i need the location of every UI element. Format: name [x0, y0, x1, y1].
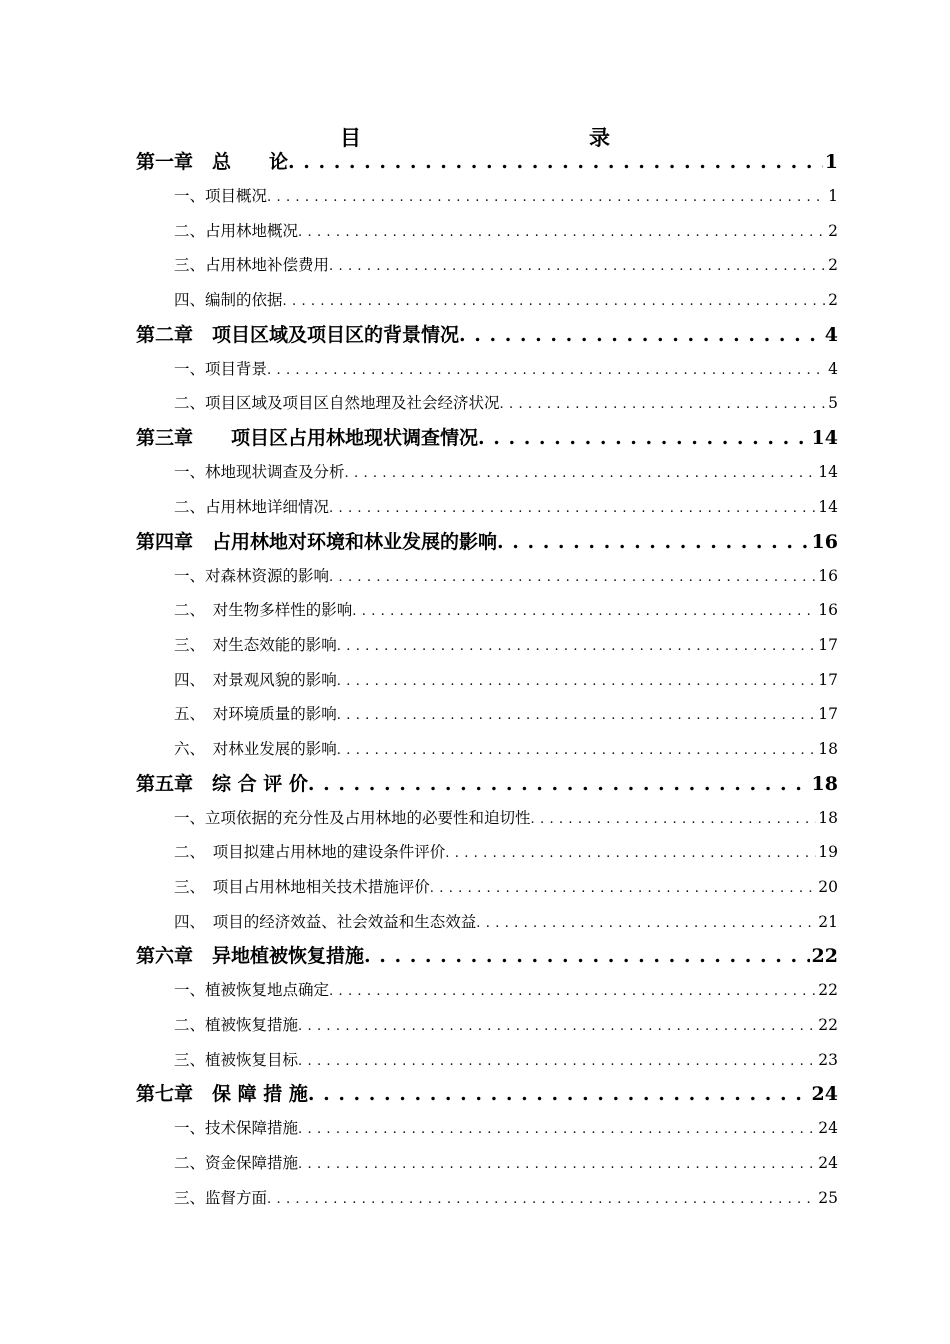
toc-entry-title: 第四章 占用林地对环境和林业发展的影响	[136, 530, 498, 553]
toc-section-entry[interactable]	[136, 1146, 838, 1181]
toc-page-number: 23	[818, 1050, 838, 1069]
toc-section-entry[interactable]	[136, 490, 838, 525]
toc-entry-title: 第二章 项目区域及项目区的背景情况	[136, 323, 460, 346]
dot-leader	[497, 525, 810, 559]
toc-page-number: 18	[818, 739, 838, 758]
toc-chapter-entry[interactable]	[136, 145, 838, 179]
toc-page-number: 4	[828, 359, 838, 378]
toc-section-entry[interactable]	[136, 973, 838, 1008]
dot-leader	[329, 973, 816, 1008]
toc-section-entry[interactable]	[136, 1008, 838, 1043]
toc-entry-title: 四、编制的依据	[174, 291, 283, 310]
dot-leader	[478, 421, 810, 455]
toc-page-number: 4	[824, 323, 838, 346]
dot-leader	[345, 455, 817, 490]
toc-page-number: 2	[828, 291, 838, 310]
toc-page-number: 5	[828, 394, 838, 413]
dot-leader	[267, 1181, 816, 1216]
dot-leader	[308, 1077, 810, 1111]
dot-leader	[329, 490, 816, 525]
toc-page-number: 21	[818, 912, 838, 931]
toc-section-entry[interactable]	[136, 835, 838, 870]
toc-section-entry[interactable]	[136, 214, 838, 249]
toc-page-number: 16	[811, 530, 838, 553]
dot-leader	[459, 318, 823, 352]
toc-entry-title: 四、 对景观风貌的影响	[174, 670, 337, 689]
toc-section-entry[interactable]	[136, 1111, 838, 1146]
toc-entry-title: 第七章 保 障 措 施	[136, 1083, 308, 1106]
toc-entry-title: 第三章 项目区占用林地现状调查情况	[136, 427, 479, 450]
toc-entry-title: 第六章 异地植被恢复措施	[136, 945, 365, 968]
toc-section-entry[interactable]	[136, 1043, 838, 1078]
dot-leader	[298, 1043, 816, 1078]
toc-section-entry[interactable]	[136, 732, 838, 767]
toc-entry-title: 二、资金保障措施	[174, 1154, 299, 1173]
toc-entry-title: 二、项目区域及项目区自然地理及社会经济状况	[174, 394, 500, 413]
dot-leader	[298, 214, 826, 249]
dot-leader	[329, 559, 816, 594]
toc-section-entry[interactable]	[136, 179, 838, 214]
toc-entry-title: 一、立项依据的充分性及占用林地的必要性和迫切性	[174, 808, 531, 827]
dot-leader	[337, 697, 817, 732]
toc-section-entry[interactable]	[136, 559, 838, 594]
toc-entry-title: 三、 对生态效能的影响	[174, 635, 337, 654]
toc-section-entry[interactable]	[136, 386, 838, 421]
toc-page-number: 20	[818, 878, 838, 896]
toc-section-entry[interactable]	[136, 455, 838, 490]
toc-entry-title: 一、对森林资源的影响	[174, 566, 330, 585]
toc-page-number: 25	[818, 1188, 838, 1207]
dot-leader	[283, 283, 827, 318]
toc-section-entry[interactable]	[136, 248, 838, 283]
toc-section-entry[interactable]	[136, 283, 838, 318]
toc-entry-title: 一、林地现状调查及分析	[174, 463, 345, 482]
toc-page-number: 1	[824, 151, 838, 173]
toc-entry-title: 二、 项目拟建占用林地的建设条件评价	[174, 843, 446, 862]
toc-entry-title: 二、占用林地详细情况	[174, 497, 330, 516]
toc-entry-title: 三、占用林地补偿费用	[174, 256, 330, 275]
toc-page-number: 22	[811, 945, 838, 968]
toc-entry-title: 一、项目概况	[174, 187, 268, 205]
dot-leader	[267, 352, 826, 387]
toc-section-entry[interactable]	[136, 352, 838, 387]
toc-entry-title: 一、植被恢复地点确定	[174, 981, 330, 1000]
dot-leader	[531, 801, 817, 836]
table-of-contents	[136, 145, 838, 1216]
toc-page-number: 16	[818, 566, 838, 585]
toc-page-number: 2	[828, 256, 838, 275]
toc-page-number: 22	[818, 981, 838, 1000]
toc-section-entry[interactable]	[136, 1181, 838, 1216]
toc-section-entry[interactable]	[136, 870, 838, 905]
toc-entry-title: 二、 对生物多样性的影响	[174, 601, 353, 620]
toc-page-number: 14	[818, 497, 838, 516]
toc-chapter-entry[interactable]	[136, 525, 838, 559]
toc-section-entry[interactable]	[136, 593, 838, 628]
toc-title: 目 录	[340, 125, 672, 150]
dot-leader	[430, 870, 817, 905]
toc-page-number: 2	[828, 221, 838, 240]
dot-leader	[298, 1111, 816, 1146]
toc-chapter-entry[interactable]	[136, 421, 838, 455]
toc-entry-title: 第五章 综 合 评 价	[136, 772, 308, 795]
toc-page-number: 17	[818, 635, 838, 654]
dot-leader	[500, 386, 827, 421]
dot-leader	[308, 767, 810, 801]
dot-leader	[445, 835, 816, 870]
dot-leader	[364, 939, 810, 973]
toc-page-number: 24	[818, 1119, 838, 1138]
toc-entry-title: 四、 项目的经济效益、社会效益和生态效益	[174, 912, 477, 931]
dot-leader	[298, 1008, 816, 1043]
dot-leader	[337, 732, 817, 767]
toc-section-entry[interactable]	[136, 697, 838, 732]
toc-page-number: 22	[818, 1016, 838, 1035]
toc-chapter-entry[interactable]	[136, 939, 838, 973]
toc-entry-title: 一、项目背景	[174, 359, 268, 378]
toc-entry-title: 三、 项目占用林地相关技术措施评价	[174, 878, 430, 896]
toc-entry-title: 二、植被恢复措施	[174, 1016, 299, 1035]
toc-entry-title: 三、植被恢复目标	[174, 1050, 299, 1069]
toc-page-number: 17	[818, 705, 838, 724]
toc-page-number: 14	[818, 463, 838, 482]
toc-section-entry[interactable]	[136, 905, 838, 940]
dot-leader	[352, 593, 816, 628]
toc-chapter-entry[interactable]	[136, 1077, 838, 1111]
toc-section-entry[interactable]	[136, 628, 838, 663]
toc-section-entry[interactable]	[136, 801, 838, 836]
toc-page-number: 24	[818, 1154, 838, 1173]
toc-entry-title: 三、监督方面	[174, 1188, 268, 1207]
toc-page-number: 17	[818, 670, 838, 689]
dot-leader	[337, 628, 817, 663]
toc-entry-title: 第一章 总 论	[136, 151, 289, 173]
dot-leader	[476, 905, 816, 940]
dot-leader	[298, 1146, 816, 1181]
toc-chapter-entry[interactable]	[136, 767, 838, 801]
toc-page-number: 19	[818, 843, 838, 862]
toc-page-number: 16	[818, 601, 838, 620]
toc-chapter-entry[interactable]	[136, 318, 838, 352]
toc-page-number: 24	[811, 1083, 838, 1106]
dot-leader	[329, 248, 826, 283]
toc-page-number: 14	[811, 427, 838, 450]
toc-entry-title: 二、占用林地概况	[174, 221, 299, 240]
dot-leader	[337, 663, 817, 698]
toc-page-number: 1	[828, 187, 838, 205]
toc-page-number: 18	[818, 808, 838, 827]
toc-page-number: 18	[811, 772, 838, 795]
dot-leader	[288, 145, 823, 179]
toc-entry-title: 六、 对林业发展的影响	[174, 739, 337, 758]
toc-section-entry[interactable]	[136, 663, 838, 698]
toc-entry-title: 五、 对环境质量的影响	[174, 705, 337, 724]
toc-entry-title: 一、技术保障措施	[174, 1119, 299, 1138]
dot-leader	[267, 179, 826, 214]
